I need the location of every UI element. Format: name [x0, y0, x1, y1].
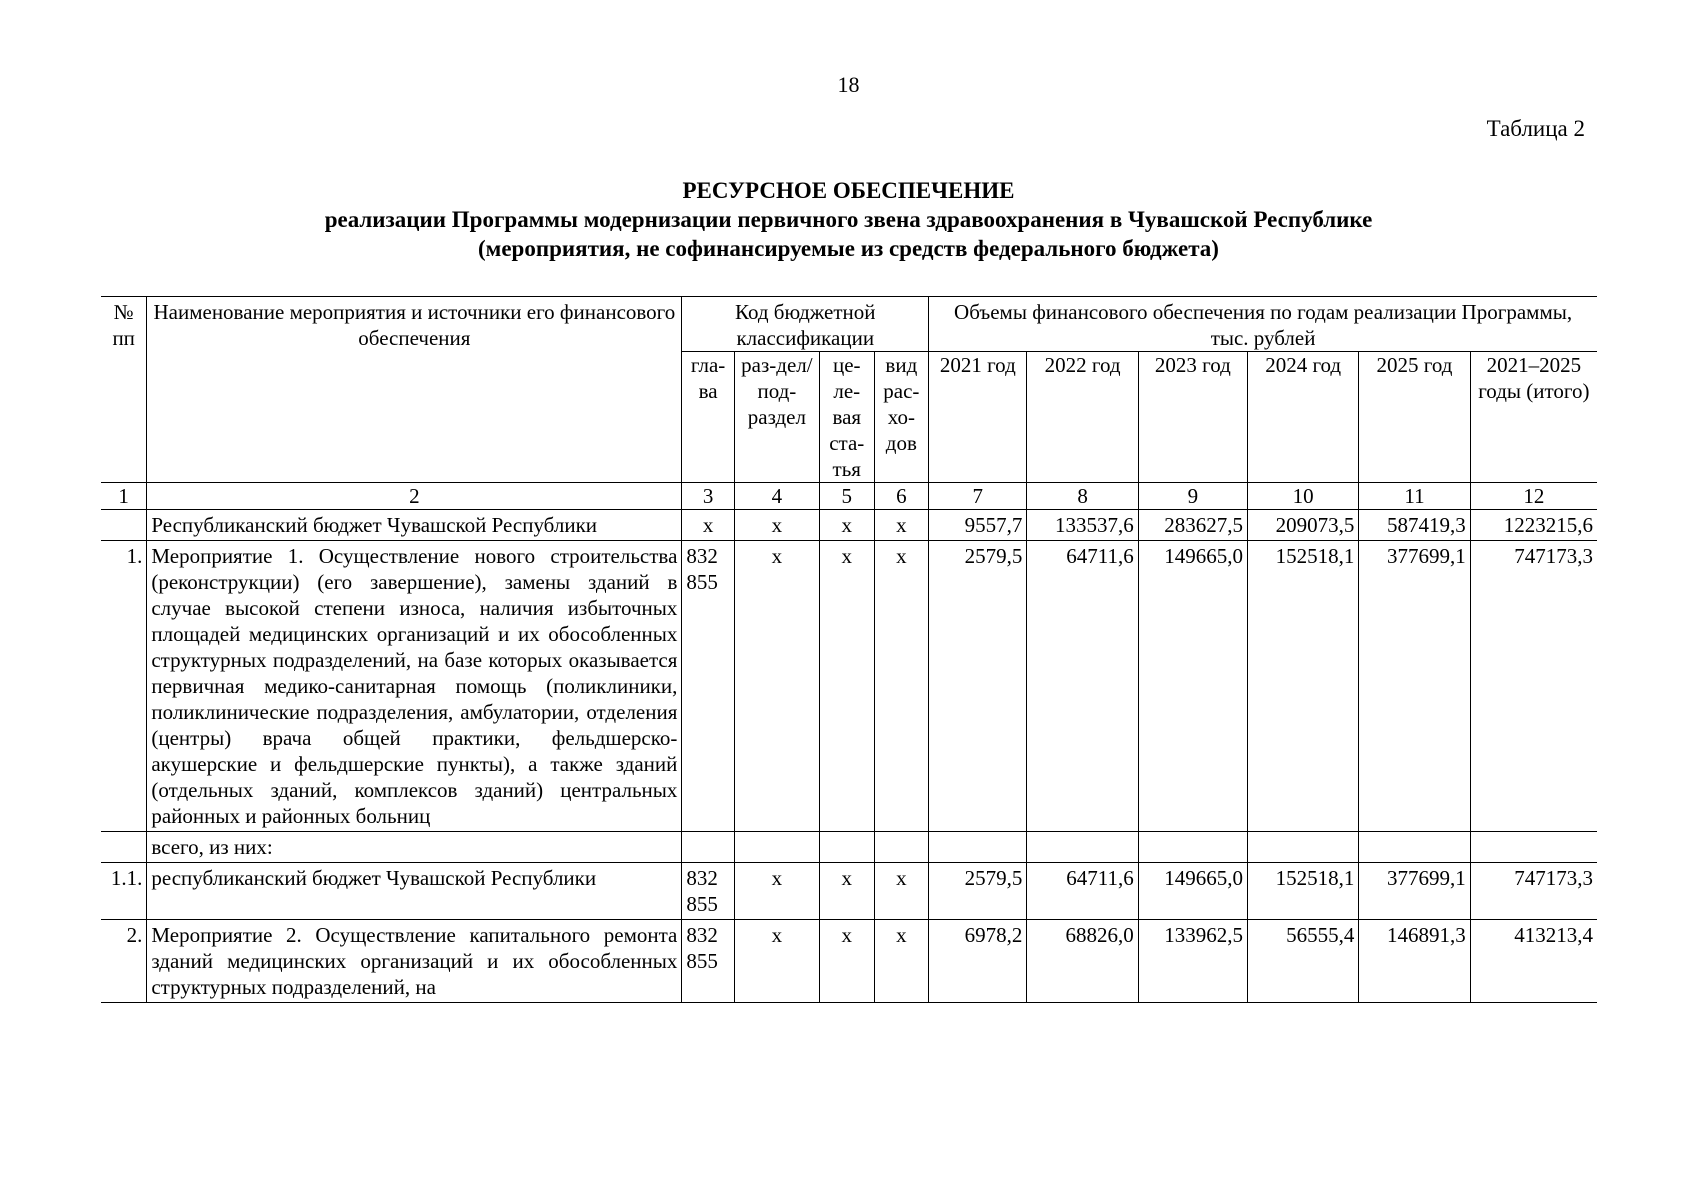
row-value-2023: 283627,5	[1138, 510, 1247, 541]
row-value-2023: 149665,0	[1138, 541, 1247, 832]
row-value-2023: 149665,0	[1138, 863, 1247, 920]
document-title	[0, 176, 1697, 263]
header-no: № пп	[101, 297, 147, 483]
header-year-2021: 2021 год	[929, 352, 1027, 483]
column-number: 5	[819, 483, 874, 510]
row-name: республиканский бюджет Чувашской Республики	[147, 863, 682, 920]
row-razdel: x	[734, 863, 819, 920]
row-value-2022: 133537,6	[1027, 510, 1138, 541]
row-value-2023	[1138, 832, 1247, 863]
row-value-2022: 64711,6	[1027, 541, 1138, 832]
row-razdel: x	[734, 510, 819, 541]
row-statya	[819, 832, 874, 863]
header-glava: гла-ва	[682, 352, 734, 483]
row-no: 1.	[101, 541, 147, 832]
row-value-2021: 9557,7	[929, 510, 1027, 541]
row-value-2022: 68826,0	[1027, 920, 1138, 1003]
row-value-2025: 377699,1	[1359, 863, 1470, 920]
row-razdel	[734, 832, 819, 863]
row-value-total: 413213,4	[1470, 920, 1597, 1003]
row-no	[101, 832, 147, 863]
row-vid: x	[874, 863, 929, 920]
header-year-2023: 2023 год	[1138, 352, 1247, 483]
row-value-total: 747173,3	[1470, 541, 1597, 832]
column-number: 2	[147, 483, 682, 510]
row-value-2024	[1247, 832, 1358, 863]
row-vid: x	[874, 920, 929, 1003]
row-name: Мероприятие 1. Осуществление нового строительства (реконструкции) (его завершение), замены зданий в случае высокой степени износа, наличия избыточных площадей медицинских организаций и их обособленных структурных подразделений, на базе которых оказывается первичная медико-санитарная помощь (поликлиники, поликлинические подразделения, амбулатории, отделения (центры) врача общей практики, фельдшерско-акушерские и фельдшерские пункты), а также зданий (отдельных зданий, комплексов зданий) центральных районных и районных больниц	[147, 541, 682, 832]
row-name: Мероприятие 2. Осуществление капитального ремонта зданий медицинских организаций и их обособленных структурных подразделений, на	[147, 920, 682, 1003]
column-number: 9	[1138, 483, 1247, 510]
row-glava: 832 855	[682, 863, 734, 920]
row-value-2025: 587419,3	[1359, 510, 1470, 541]
resource-table	[101, 296, 1597, 1003]
row-statya: x	[819, 541, 874, 832]
row-no	[101, 510, 147, 541]
column-number: 8	[1027, 483, 1138, 510]
header-year-2024: 2024 год	[1247, 352, 1358, 483]
table-row	[101, 920, 1597, 1003]
column-number-row	[101, 483, 1597, 510]
header-statya: це-ле-вая ста-тья	[819, 352, 874, 483]
row-glava: 832 855	[682, 541, 734, 832]
row-value-2021: 6978,2	[929, 920, 1027, 1003]
column-number: 4	[734, 483, 819, 510]
row-vid: x	[874, 510, 929, 541]
title-line-3: (мероприятия, не софинансируемые из средств федерального бюджета)	[478, 236, 1219, 261]
header-razdel: раз-дел/ под-раздел	[734, 352, 819, 483]
row-name: Республиканский бюджет Чувашской Республики	[147, 510, 682, 541]
header-funding-group: Объемы финансового обеспечения по годам реализации Программы, тыс. рублей	[929, 297, 1597, 352]
row-value-total	[1470, 832, 1597, 863]
row-razdel: x	[734, 920, 819, 1003]
header-year-2025: 2025 год	[1359, 352, 1470, 483]
column-number: 12	[1470, 483, 1597, 510]
header-year-total: 2021–2025 годы (итого)	[1470, 352, 1597, 483]
page-number: 18	[837, 72, 860, 97]
row-value-2021	[929, 832, 1027, 863]
column-number: 11	[1359, 483, 1470, 510]
row-statya: x	[819, 510, 874, 541]
row-vid	[874, 832, 929, 863]
row-statya: x	[819, 920, 874, 1003]
row-value-total: 1223215,6	[1470, 510, 1597, 541]
row-value-2024: 152518,1	[1247, 863, 1358, 920]
column-number: 6	[874, 483, 929, 510]
table-row	[101, 541, 1597, 832]
header-year-2022: 2022 год	[1027, 352, 1138, 483]
column-number: 1	[101, 483, 147, 510]
row-no: 2.	[101, 920, 147, 1003]
row-razdel: x	[734, 541, 819, 832]
row-value-2025: 146891,3	[1359, 920, 1470, 1003]
row-value-2022	[1027, 832, 1138, 863]
row-value-total: 747173,3	[1470, 863, 1597, 920]
column-number: 7	[929, 483, 1027, 510]
table-row	[101, 832, 1597, 863]
row-value-2024: 152518,1	[1247, 541, 1358, 832]
row-vid: x	[874, 541, 929, 832]
row-glava: x	[682, 510, 734, 541]
header-name: Наименование мероприятия и источники его финансового обеспечения	[147, 297, 682, 483]
header-vid: вид рас-хо-дов	[874, 352, 929, 483]
header-code-group: Код бюджетной классификации	[682, 297, 929, 352]
column-number: 3	[682, 483, 734, 510]
row-name: всего, из них:	[147, 832, 682, 863]
row-no: 1.1.	[101, 863, 147, 920]
row-glava	[682, 832, 734, 863]
title-line-1: РЕСУРСНОЕ ОБЕСПЕЧЕНИЕ	[682, 178, 1015, 203]
table-label: Таблица 2	[1486, 116, 1585, 141]
table-row	[101, 510, 1597, 541]
row-value-2021: 2579,5	[929, 863, 1027, 920]
row-value-2022: 64711,6	[1027, 863, 1138, 920]
column-number: 10	[1247, 483, 1358, 510]
row-value-2023: 133962,5	[1138, 920, 1247, 1003]
row-value-2024: 209073,5	[1247, 510, 1358, 541]
row-value-2021: 2579,5	[929, 541, 1027, 832]
title-line-2: реализации Программы модернизации первичного звена здравоохранения в Чувашской Республике	[324, 207, 1373, 232]
row-value-2025: 377699,1	[1359, 541, 1470, 832]
row-glava: 832 855	[682, 920, 734, 1003]
table-row	[101, 863, 1597, 920]
row-value-2024: 56555,4	[1247, 920, 1358, 1003]
row-value-2025	[1359, 832, 1470, 863]
row-statya: x	[819, 863, 874, 920]
